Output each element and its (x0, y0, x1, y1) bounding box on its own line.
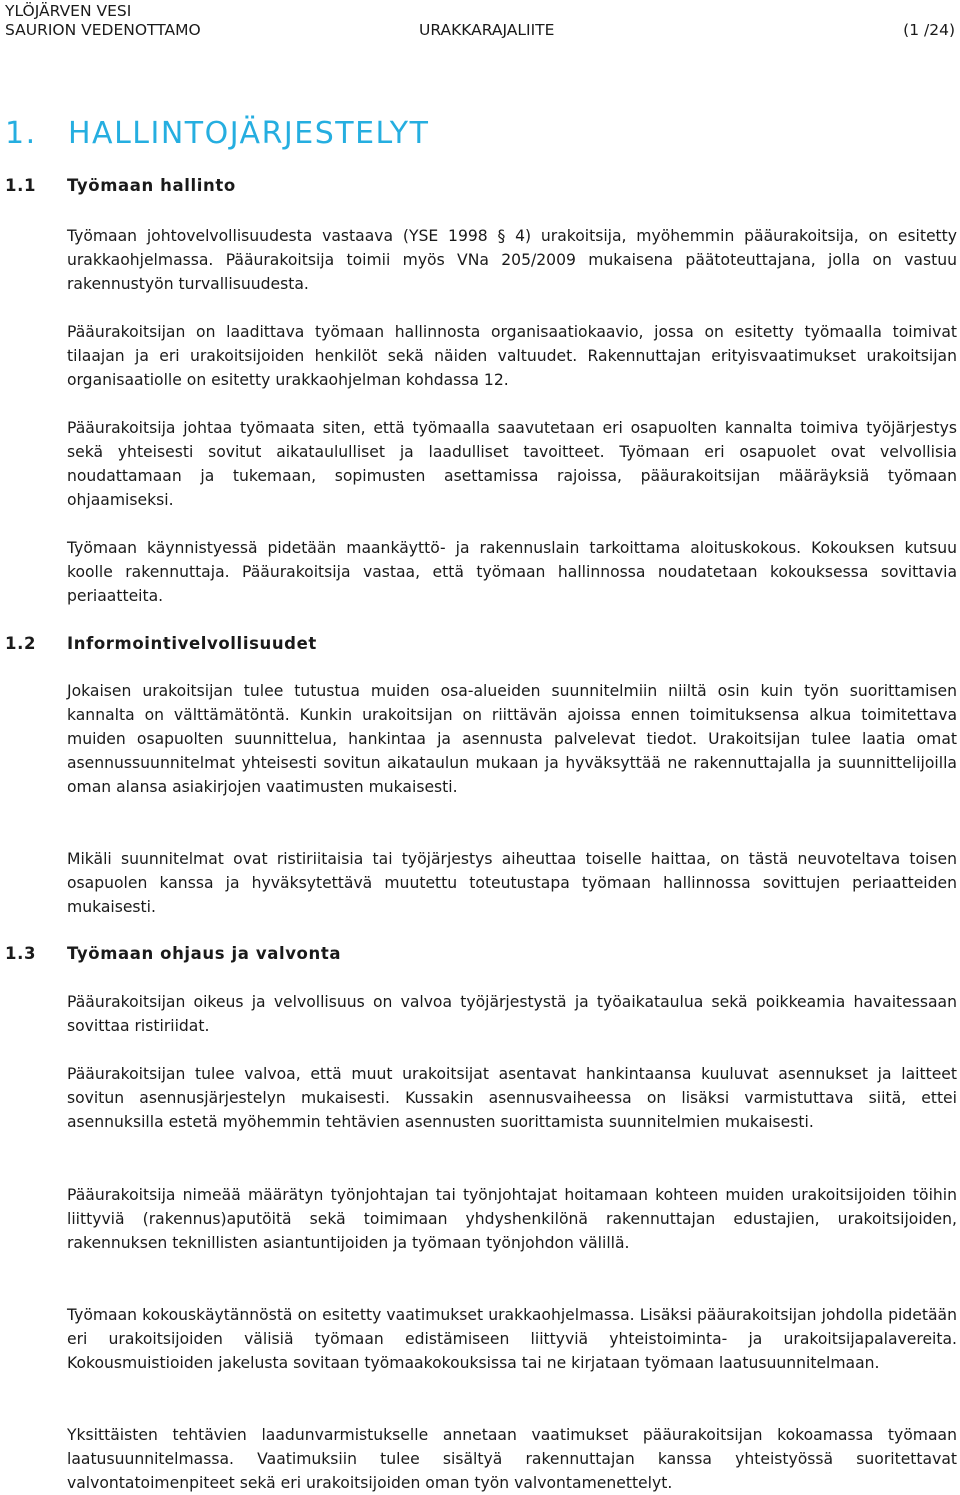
section-title: Työmaan ohjaus ja valvonta (67, 944, 342, 963)
paragraph: Jokaisen urakoitsijan tulee tutustua muiden osa-alueiden suunnitelmiin niiltä osin kuin työn suorittamisen kannalta on välttämätöntä. Kunkin urakoitsijan on riittävän ajoissa ennen toimituksensa alkua toimitettava muiden osapuolten suunnittelua, hankintaa ja asennusta palvelevat tiedot. Urakoitsijan tulee laatia omat asennussuunnitelmat yhteisesti sovitun aikataulun mukaan ja hyväksyttää ne rakennuttajalla ja suunnittelijoilla oman alansa asiakirjojen vaatimusten mukaisesti. (67, 682, 957, 797)
paragraph: Pääurakoitsijan on laadittava työmaan hallinnosta organisaatiokaavio, jossa on esitetty työmaalla toimivat tilaajan ja eri urakoitsijoiden henkilöt sekä näiden valtuudet. Rakennuttajan erityisvaatimukset urakoitsijan organisaatiolle on esitetty urakkaohjelman kohdassa 12. (67, 323, 957, 390)
paragraph: Työmaan kokouskäytännöstä on esitetty vaatimukset urakkaohjelmassa. Lisäksi pääurakoitsijan johdolla pidetään eri urakoitsijoiden välisiä työmaan edistämiseen liittyviä yhteistoiminta- ja urakoitsijapalavereita. Kokousmuistioiden jakelusta sovitaan työmaakokouksissa tai ne kirjataan työmaan laatusuunnitelmaan. (67, 1306, 957, 1373)
section-heading-1-3 (5, 944, 341, 963)
paragraph: Yksittäisten tehtävien laadunvarmistukselle annetaan vaatimukset pääurakoitsijan kokoamassa työmaan laatusuunnitelmassa. Vaatimuksiin tulee sisältyä rakennuttajan kanssa yhteistyössä suoritettavat valvontatoimenpiteet sekä eri urakoitsijoiden oman työn valvontamenettelyt. (67, 1426, 957, 1493)
paragraph: Pääurakoitsijan oikeus ja velvollisuus on valvoa työjärjestystä ja työaikataulua sekä poikkeamia havaitessaan sovittaa ristiriidat. (67, 993, 957, 1036)
chapter-heading (5, 116, 429, 151)
section-number: 1.3 (5, 944, 37, 963)
paragraph: Pääurakoitsijan tulee valvoa, että muut urakoitsijat asentavat hankintaansa kuuluvat asennukset ja laitteet sovitun asennusjärjestelyn mukaisesti. Kussakin asennusvaiheessa on lisäksi varmistuttava siitä, ettei asennuksilla estetä myöhemmin tehtävien asennusten suorittamista suunnitelmien mukaisesti. (67, 1065, 957, 1132)
organization-name: YLÖJÄRVEN VESI (5, 2, 132, 20)
paragraph: Pääurakoitsija johtaa työmaata siten, että työmaalla saavutetaan eri osapuolten kannalta toimiva työjärjestys sekä yhteisesti sovitut aikataululliset ja laadulliset tavoitteet. Työmaan eri osapuolet ovat velvollisia noudattamaan ja tukemaan, sopimusten asettamissa rajoissa, pääurakoitsijan määräyksiä työmaan ohjaamiseksi. (67, 419, 957, 510)
paragraph: Mikäli suunnitelmat ovat ristiriitaisia tai työjärjestys aiheuttaa toiselle haittaa, on tästä neuvoteltava toisen osapuolen kanssa ja hyväksytettävä muutettu toteutustapa työmaan hallinnossa sovittujen periaatteiden mukaisesti. (67, 850, 957, 917)
section-title: Työmaan hallinto (67, 176, 236, 195)
chapter-number: 1. (5, 116, 37, 151)
section-heading-1-2 (5, 634, 317, 653)
document-type: URAKKARAJALIITE (419, 21, 555, 39)
section-number: 1.1 (5, 176, 37, 195)
project-name: SAURION VEDENOTTAMO (5, 21, 201, 39)
paragraph: Työmaan käynnistyessä pidetään maankäyttö- ja rakennuslain tarkoittama aloituskokous. Kokouksen kutsuu koolle rakennuttaja. Pääurakoitsija vastaa, että työmaan hallinnossa noudatetaan kokouksessa sovittavia periaatteita. (67, 539, 957, 606)
page-number: (1 /24) (903, 21, 955, 39)
paragraph: Työmaan johtovelvollisuudesta vastaava (YSE 1998 § 4) urakoitsija, myöhemmin pääurakoitsija, on esitetty urakkaohjelmassa. Pääurakoitsija toimii myös VNa 205/2009 mukaisena päätoteuttajana, jolla on vastuu rakennustyön turvallisuudesta. (67, 227, 957, 294)
chapter-title: HALLINTOJÄRJESTELYT (68, 116, 430, 151)
paragraph: Pääurakoitsija nimeää määrätyn työnjohtajan tai työnjohtajat hoitamaan kohteen muiden urakoitsijoiden töihin liittyviä (rakennus)aputöitä sekä toimimaan yhdyshenkilönä rakennuttajan edustajien, urakoitsijoiden, rakennuksen teknillisten asiantuntijoiden ja työmaan työnjohdon välillä. (67, 1186, 957, 1253)
section-heading-1-1 (5, 176, 236, 195)
page-header (5, 2, 955, 40)
section-title: Informointivelvollisuudet (67, 634, 317, 653)
section-number: 1.2 (5, 634, 37, 653)
